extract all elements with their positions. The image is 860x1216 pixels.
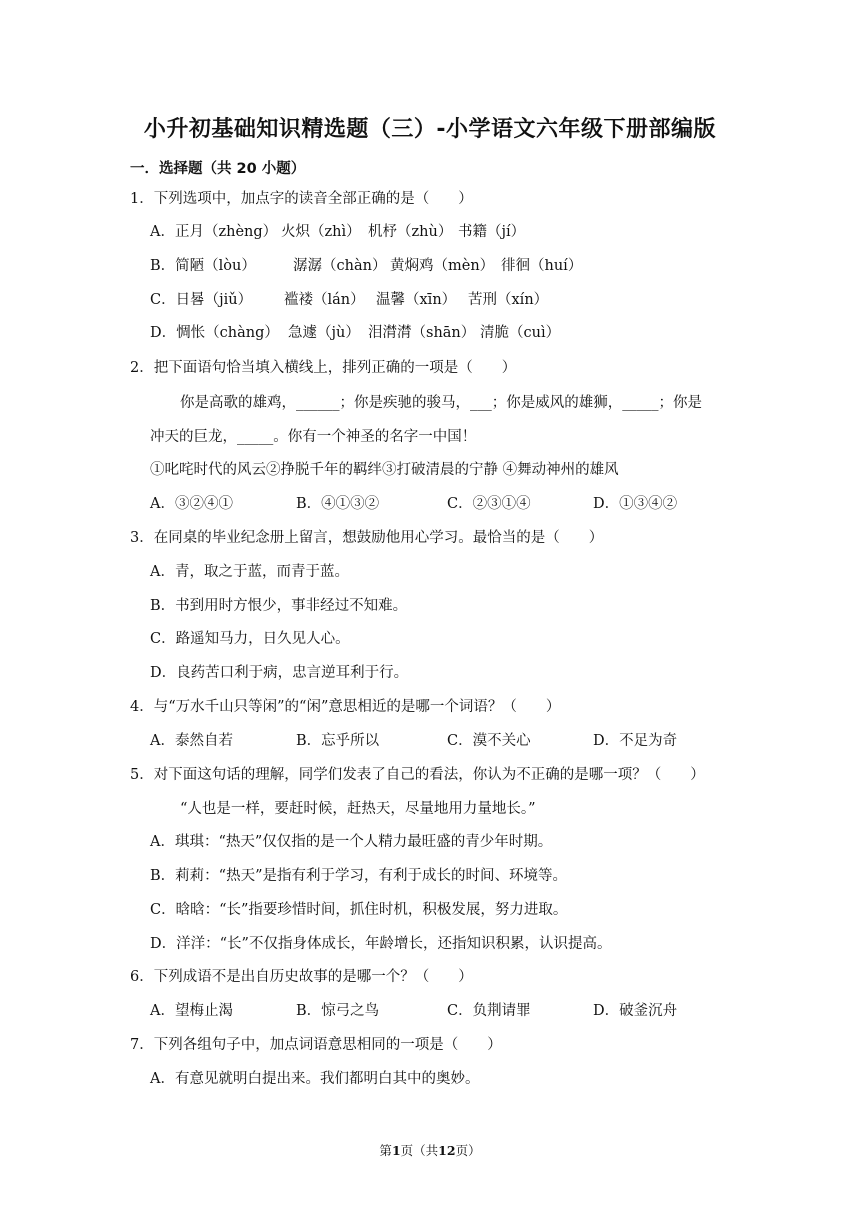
question-6-stem: 6．下列成语不是出自历史故事的是哪一个？（ ） xyxy=(130,969,473,985)
option-b-item-1: B．简陋（lòu） xyxy=(150,258,256,274)
footer-total-pages: 12 xyxy=(438,1143,456,1158)
footer-suffix: 页） xyxy=(455,1143,481,1158)
question-2-paragraph-line-2: 冲天的巨龙，_____。你有一个神圣的名字一中国！ xyxy=(150,429,477,445)
question-3-option-d: D．良药苦口利于病，忠言逆耳利于行。 xyxy=(150,665,409,681)
option-a: A．泰然自若 xyxy=(150,733,233,749)
option-a-item-4: 书籍（jí） xyxy=(458,224,526,240)
option-b: B．忘乎所以 xyxy=(296,733,380,749)
option-c-item-2: 褴褛（lán） xyxy=(284,292,365,308)
option-c: C．负荆请罪 xyxy=(447,1003,531,1019)
option-b-item-2: 潺潺（chàn） xyxy=(293,258,387,274)
question-7-option-a: A．有意见就明白提出来。我们都明白其中的奥妙。 xyxy=(150,1071,480,1087)
option-c-item-1: C．日晷（jiǔ） xyxy=(150,292,253,308)
question-5-option-d: D．洋洋：“长”不仅指身体成长，年龄增长，还指知识积累，认识提高。 xyxy=(150,936,612,952)
option-a-item-1: A．正月（zhèng） xyxy=(150,224,278,240)
option-a: A．③②④① xyxy=(150,496,233,512)
footer-page-number: 1 xyxy=(391,1143,401,1158)
option-d: D．不足为奇 xyxy=(593,733,678,749)
option-b: B．惊弓之鸟 xyxy=(296,1003,380,1019)
option-b-item-4: 徘徊（huí） xyxy=(501,258,583,274)
question-1-stem: 1．下列选项中，加点字的读音全部正确的是（ ） xyxy=(130,191,473,207)
footer-prefix: 第 xyxy=(379,1143,392,1158)
question-5-quote: “人也是一样，要赶时候，赶热天，尽量地用力量地长。” xyxy=(180,801,536,817)
question-3-option-b: B．书到用时方恨少，事非经过不知难。 xyxy=(150,598,408,614)
question-5-option-b: B．莉莉：“热天”是指有利于学习，有利于成长的时间、环境等。 xyxy=(150,868,567,884)
option-d-item-3: 泪潸潸（shān） xyxy=(368,325,476,341)
page-title: 小升初基础知识精选题（三）-小学语文六年级下册部编版 xyxy=(143,117,717,142)
question-3-stem: 3．在同桌的毕业纪念册上留言，想鼓励他用心学习。最恰当的是（ ） xyxy=(130,530,604,546)
option-b-item-3: 黄焖鸡（mèn） xyxy=(390,258,495,274)
question-2-items: ①叱咤时代的风云②挣脱千年的羁绊③打破清晨的宁静 ④舞动神州的雄风 xyxy=(150,462,619,478)
section-heading: 一．选择题（共 20 小题） xyxy=(130,161,306,177)
option-c-item-3: 温馨（xīn） xyxy=(376,292,457,308)
option-d-item-1: D．惆怅（chàng） xyxy=(150,325,279,341)
option-d: D．破釜沉舟 xyxy=(593,1003,678,1019)
option-c: C．②③①④ xyxy=(447,496,531,512)
option-b: B．④①③② xyxy=(296,496,380,512)
question-5-option-c: C．晗晗：“长”指要珍惜时间，抓住时机，积极发展，努力进取。 xyxy=(150,902,568,918)
question-2-paragraph-line-1: 你是高歌的雄鸡，______；你是疾驰的骏马，___；你是威风的雄狮，_____；你是 xyxy=(180,395,702,411)
question-3-option-c: C．路遥知马力，日久见人心。 xyxy=(150,631,350,647)
question-7-stem: 7．下列各组句子中，加点词语意思相同的一项是（ ） xyxy=(130,1037,502,1053)
option-a-item-3: 机杼（zhù） xyxy=(368,224,453,240)
option-a: A．望梅止渴 xyxy=(150,1003,233,1019)
footer-mid: 页（共 xyxy=(400,1143,439,1158)
option-d-item-2: 急遽（jù） xyxy=(288,325,360,341)
page-footer xyxy=(0,1141,860,1159)
question-3-option-a: A．青，取之于蓝，而青于蓝。 xyxy=(150,564,349,580)
option-a-item-2: 火炽（zhì） xyxy=(281,224,361,240)
question-2-stem: 2．把下面语句恰当填入横线上，排列正确的一项是（ ） xyxy=(130,360,517,376)
question-4-stem: 4．与“万水千山只等闲”的“闲”意思相近的是哪一个词语？（ ） xyxy=(130,699,561,715)
question-5-stem: 5．对下面这句话的理解，同学们发表了自己的看法，你认为不正确的是哪一项？（ ） xyxy=(130,767,705,783)
option-d-item-4: 清脆（cuì） xyxy=(480,325,561,341)
option-d: D．①③④② xyxy=(593,496,678,512)
option-c-item-4: 苦刑（xín） xyxy=(468,292,549,308)
option-c: C．漠不关心 xyxy=(447,733,531,749)
question-5-option-a: A．琪琪：“热天”仅仅指的是一个人精力最旺盛的青少年时期。 xyxy=(150,834,553,850)
